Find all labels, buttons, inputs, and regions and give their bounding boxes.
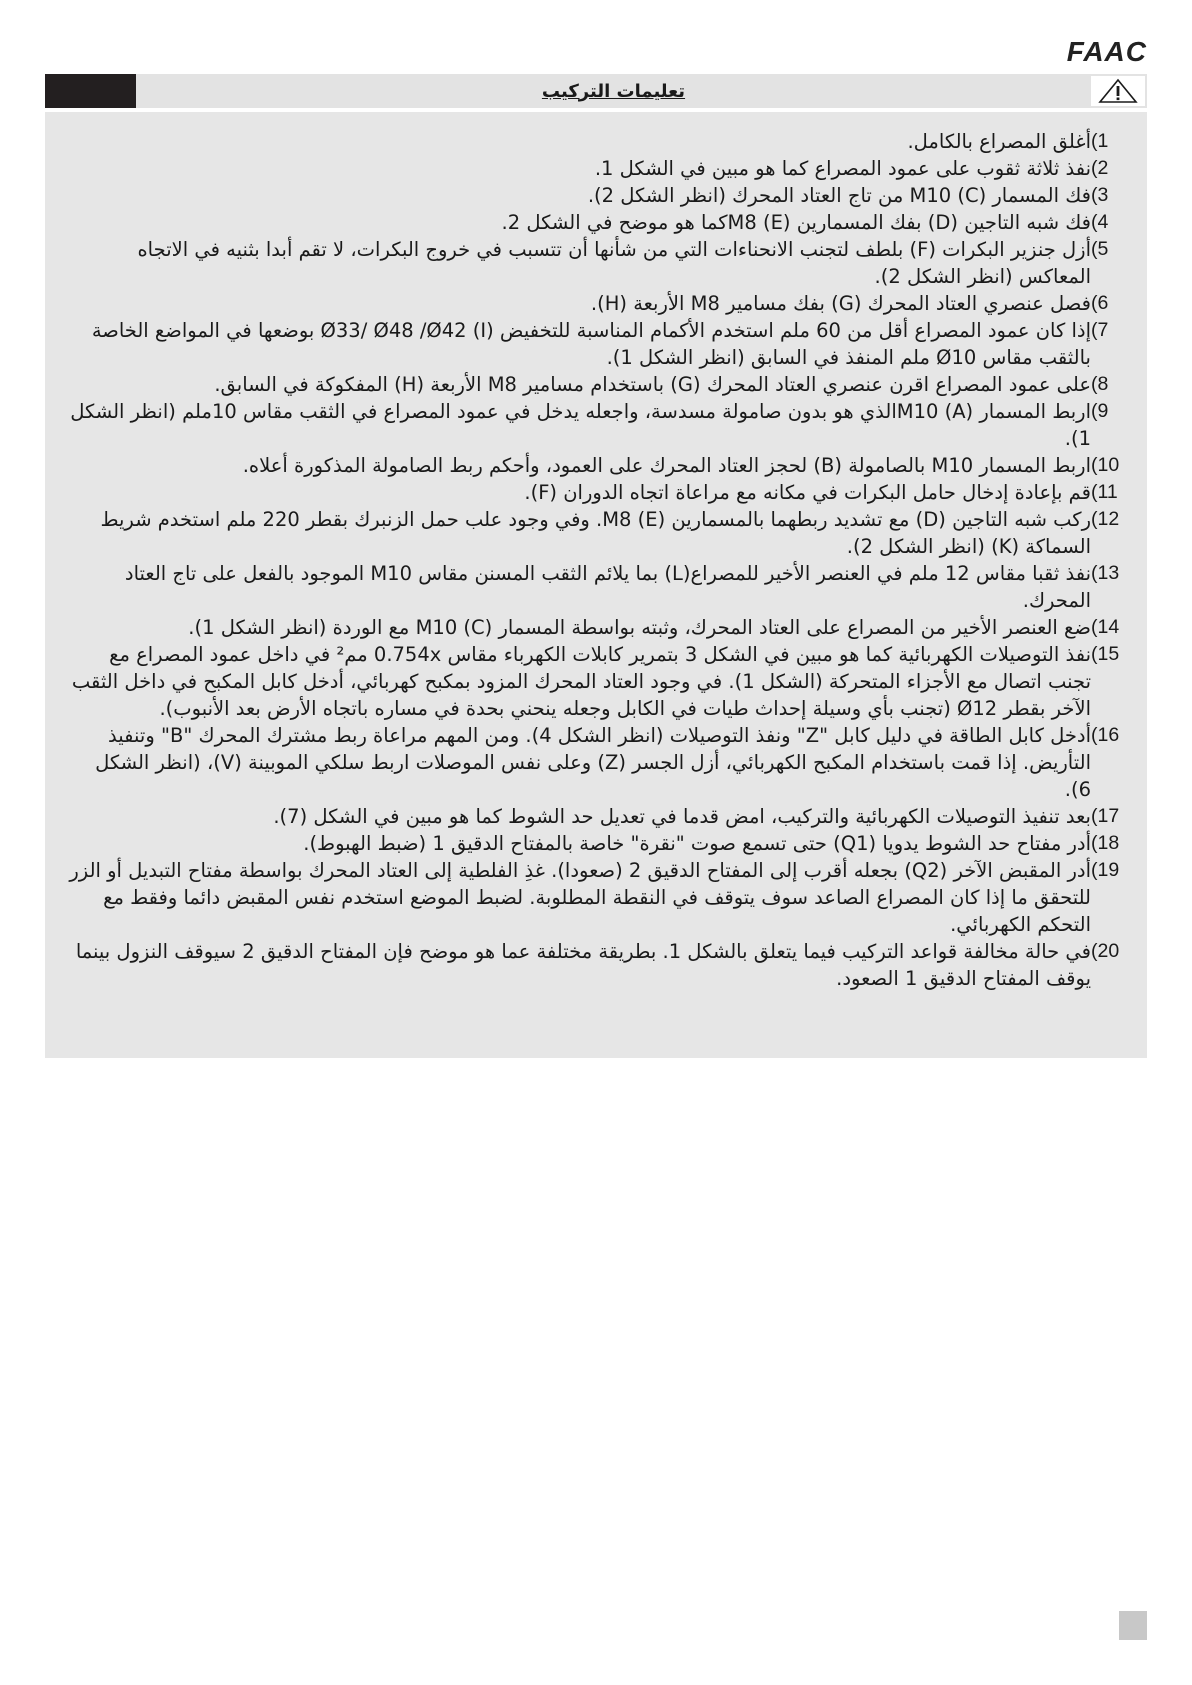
step-number: (9 — [1091, 400, 1109, 422]
step-text: فك المسمار M10 (C) من تاج العتاد المحرك (انظر الشكل 2). — [587, 184, 1091, 207]
step-item — [65, 317, 1133, 371]
step-item — [65, 641, 1133, 722]
step-number: (18 — [1091, 832, 1120, 854]
step-item — [65, 506, 1133, 560]
step-item — [65, 128, 1133, 155]
step-item — [65, 830, 1133, 857]
step-item — [65, 857, 1133, 938]
step-number: (5 — [1091, 238, 1109, 260]
step-text: نفذ التوصيلات الكهربائية كما هو مبين في الشكل 3 بتمرير كابلات الكهرباء مقاس 0.754x مم² في داخل عمود المصراع مع تجنب اتصال مع الأجزاء المتحركة (الشكل 1). في وجود العتاد المحرك المزود بمكبح كهربائي، أدخل كابل المكبح في داخل الثقب الآخر بقطر Ø12 (تجنب بأي وسيلة إحداث طيات في الكابل وجعله ينحني بحدة في مساره باتجاه الأرض بعد الأنبوب). — [71, 643, 1091, 720]
step-number: (12 — [1091, 508, 1120, 530]
steps-list — [65, 128, 1133, 992]
step-text: أزل جنزير البكرات (F) بلطف لتجنب الانحناءات التي من شأنها أن تتسبب في خروج البكرات، لا تقم أبدا بثنيه في الاتجاه المعاكس (انظر الشكل 2). — [137, 238, 1091, 288]
step-item — [65, 398, 1133, 452]
step-text: اربط المسمار M10 بالصامولة (B) لحجز العتاد المحرك على العمود، وأحكم ربط الصامولة المذكورة أعلاه. — [242, 454, 1091, 477]
step-number: (13 — [1091, 562, 1120, 584]
step-text: على عمود المصراع اقرن عنصري العتاد المحرك (G) باستخدام مسامير M8 الأربعة (H) المفكوكة في السابق. — [214, 373, 1091, 396]
step-number: (7 — [1091, 319, 1109, 341]
step-text: ركب شبه التاجين (D) مع تشديد ربطهما بالمسمارين M8 (E). وفي وجود علب حمل الزنبرك بقطر 220 ملم استخدم شريط السماكة (K) (انظر الشكل 2). — [100, 508, 1091, 558]
step-number: (3 — [1091, 184, 1109, 206]
step-text: بعد تنفيذ التوصيلات الكهربائية والتركيب، امض قدما في تعديل حد الشوط كما هو مبين في الشكل (7). — [273, 805, 1091, 828]
instructions-panel — [45, 112, 1147, 1058]
step-item — [65, 938, 1133, 992]
step-item — [65, 236, 1133, 290]
step-text: أدخل كابل الطاقة في دليل كابل "Z" ونفذ التوصيلات (انظر الشكل 4). ومن المهم مراعاة ربط مشترك المحرك "B" وتنفيذ التأريض. إذا قمت باستخدام المكبح الكهربائي، أزل الجسر (Z) وعلى نفس الموصلات اربط سلكي الموبينة (V)، (انظر الشكل 6). — [95, 724, 1091, 801]
step-number: (6 — [1091, 292, 1109, 314]
step-text: ضع العنصر الأخير من المصراع على العتاد المحرك، وثبته بواسطة المسمار M10 (C) مع الوردة (انظر الشكل 1). — [188, 616, 1091, 639]
step-number: (11 — [1091, 481, 1118, 503]
step-number: (1 — [1091, 130, 1109, 152]
step-item — [65, 479, 1133, 506]
step-number: (16 — [1091, 724, 1120, 746]
step-item — [65, 614, 1133, 641]
step-item — [65, 452, 1133, 479]
step-number: (20 — [1091, 940, 1120, 962]
step-item — [65, 290, 1133, 317]
step-number: (17 — [1091, 805, 1120, 827]
step-text: أدر مفتاح حد الشوط يدويا (Q1) حتى تسمع صوت "نقرة" خاصة بالمفتاح الدقيق 1 (ضبط الهبوط). — [303, 832, 1091, 855]
step-text: أدر المقبض الآخر (Q2) بجعله أقرب إلى المفتاح الدقيق 2 (صعودا). غذِ الفلطية إلى العتاد المحرك بواسطة مفتاح التبديل أو الزر للتحقق ما إذا كان المصراع الصاعد سوف يتوقف في النقطة المطلوبة. لضبط الموضع استخدم نفس المقبض دائما وفقط مع التحكم الكهربائي. — [69, 859, 1091, 936]
step-text: أغلق المصراع بالكامل. — [907, 130, 1091, 153]
section-header — [45, 74, 1147, 108]
step-text: فصل عنصري العتاد المحرك (G) بفك مسامير M8 الأربعة (H). — [590, 292, 1091, 315]
warning-icon — [1091, 76, 1145, 106]
step-number: (15 — [1091, 643, 1120, 665]
faac-logo: FAAC — [1066, 36, 1147, 67]
step-item — [65, 722, 1133, 803]
step-text: فك شبه التاجين (D) بفك المسمارين M8 (E)كما هو موضح في الشكل 2. — [501, 211, 1091, 234]
step-number: (8 — [1091, 373, 1109, 395]
step-item — [65, 560, 1133, 614]
step-text: في حالة مخالفة قواعد التركيب فيما يتعلق بالشكل 1. بطريقة مختلفة عما هو موضح فإن المفتاح الدقيق 2 سيوقف النزول بينما يوقف المفتاح الدقيق 1 الصعود. — [75, 940, 1091, 990]
step-item — [65, 803, 1133, 830]
step-text: نفذ ثقبا مقاس 12 ملم في العنصر الأخير للمصراع(L) بما يلائم الثقب المسنن مقاس M10 الموجود بالفعل على تاج العتاد المحرك. — [124, 562, 1091, 612]
page-number-box — [1119, 1611, 1147, 1640]
step-number: (10 — [1091, 454, 1120, 476]
step-item — [65, 209, 1133, 236]
step-number: (19 — [1091, 859, 1120, 881]
step-text: اربط المسمار M10 (A)الذي هو بدون صامولة مسدسة، واجعله يدخل في عمود المصراع في الثقب مقاس 10ملم (انظر الشكل 1). — [70, 400, 1091, 450]
header-black-block — [45, 74, 136, 108]
step-text: نفذ ثلاثة ثقوب على عمود المصراع كما هو مبين في الشكل 1. — [594, 157, 1091, 180]
step-number: (4 — [1091, 211, 1109, 233]
step-text: قم بإعادة إدخال حامل البكرات في مكانه مع مراعاة اتجاه الدوران (F). — [524, 481, 1091, 504]
step-text: إذا كان عمود المصراع أقل من 60 ملم استخدم الأكمام المناسبة للتخفيض Ø33/ Ø48 /Ø42 (I) بوضعها في المواضع الخاصة بالثقب مقاس Ø10 ملم المنفذ في السابق (انظر الشكل 1). — [91, 319, 1091, 369]
step-number: (2 — [1091, 157, 1109, 179]
step-item — [65, 155, 1133, 182]
step-item — [65, 371, 1133, 398]
step-item — [65, 182, 1133, 209]
step-number: (14 — [1091, 616, 1120, 638]
section-title: تعليمات التركيب — [541, 80, 686, 102]
